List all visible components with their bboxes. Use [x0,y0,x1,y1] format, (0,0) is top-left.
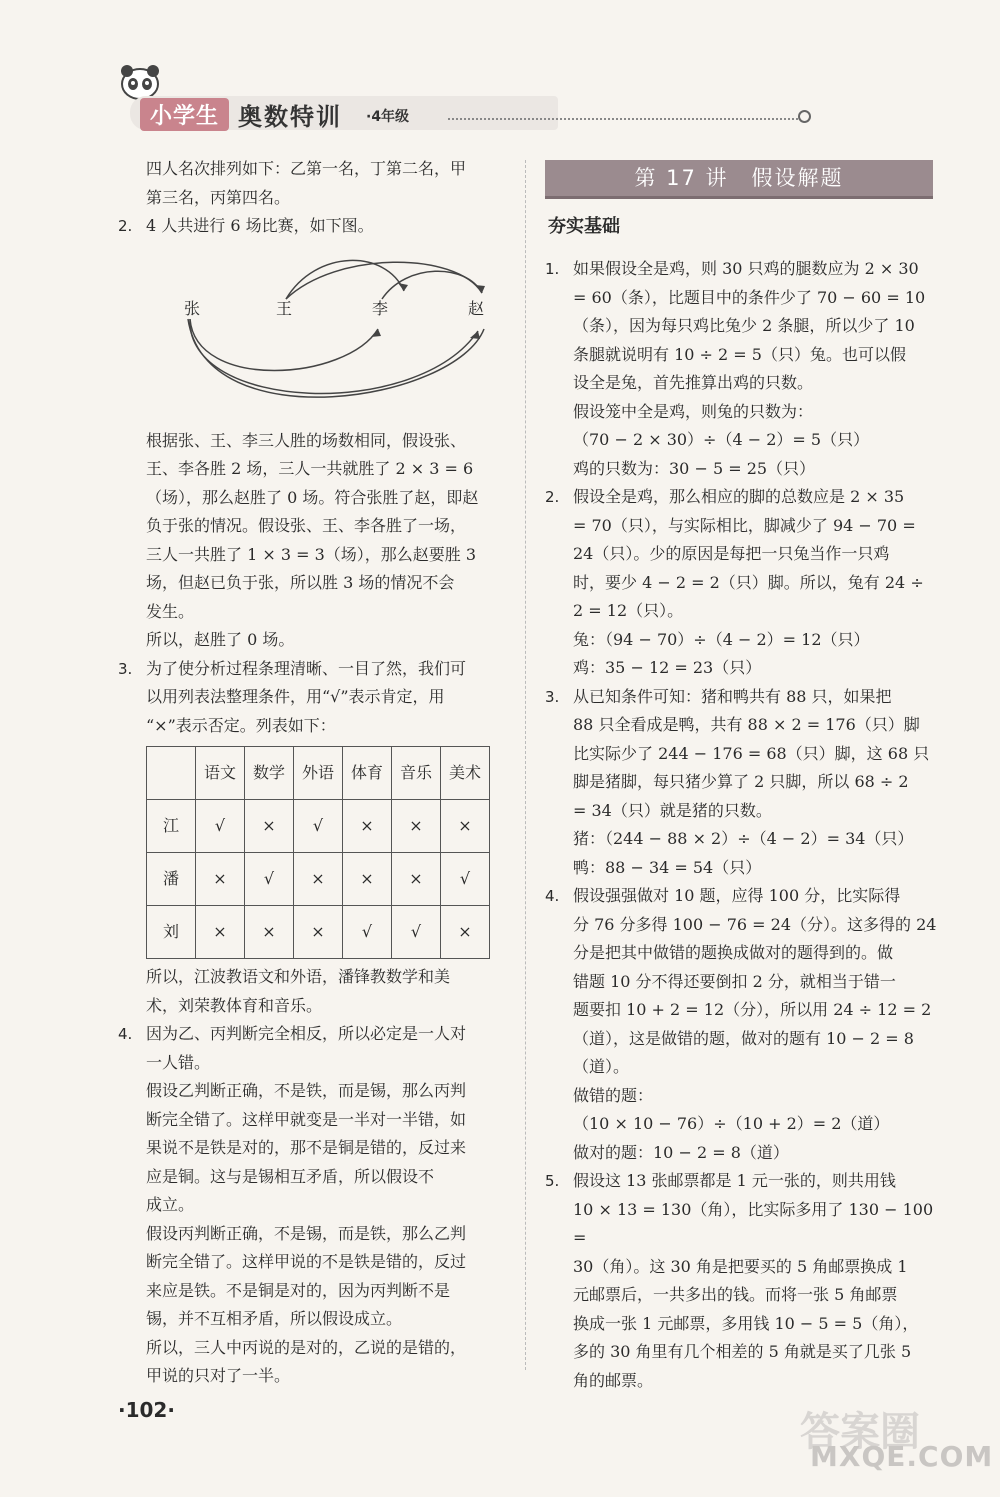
item-line: 元邮票后，一共多出的钱。而将一张 5 角邮票 [573,1285,898,1304]
table-header-row [147,747,490,800]
table-header-cell: 体育 [343,747,392,800]
item-line: 假设这 13 张邮票都是 1 元一张的，则共用钱 [573,1171,896,1190]
item-line: 断完全错了。这样甲说的不是铁是错的，反过 [146,1252,467,1271]
header-end-dot [798,110,811,123]
diagram-label-zhao: 赵 [468,298,485,318]
item-line: 假设丙判断正确，不是锡，而是铁，那么乙判 [146,1223,467,1243]
table-cell: 刘 [147,906,196,959]
item-line: 时，要少 4 − 2 = 2（只）脚。所以，兔有 24 ÷ [573,572,924,592]
item-line: （10 × 10 − 76）÷（10 + 2）= 2（道） [573,1114,890,1133]
table-cell: × [343,800,392,853]
item-line: （70 − 2 × 30）÷（4 − 2）= 5（只） [573,430,870,449]
item-line: 假设笼中全是鸡，则兔的只数为： [573,401,814,421]
page-number: ·102· [118,1398,175,1422]
table-cell: × [441,906,490,959]
table-cell: √ [343,906,392,959]
item-line: 角的邮票。 [573,1370,654,1390]
lecture-title-bar: 第 17 讲 假设解题 [545,160,933,199]
table-cell: 潘 [147,853,196,906]
item-line: 为了使分析过程条理清晰、一目了然，我们可 [146,658,467,678]
table-row [147,800,490,853]
item-line: 王、李各胜 2 场，三人一共就胜了 2 × 3 = 6 [146,459,474,478]
table-row [147,906,490,959]
match-diagram [166,241,510,427]
item-line: 88 只全看成是鸭，共有 88 × 2 = 176（只）脚 [573,715,920,734]
item-line: 所以，江波教语文和外语，潘锋教数学和美 [146,967,451,986]
item-line: 术，刘荣教体育和音乐。 [146,995,323,1015]
table-cell: × [294,906,343,959]
watermark-logo: 答案圈 [800,1409,920,1455]
item-line: 鸭：88 − 34 = 54（只） [573,857,762,877]
table-cell: × [196,906,245,959]
item-line: 根据张、王、李三人胜的场数相同，假设张、 [146,430,467,450]
diagram-label-li: 李 [372,298,389,318]
item-line: = 34（只）就是猪的只数。 [573,800,772,820]
item-line: 果说不是铁是对的，那不是铜是错的，反过来 [146,1138,467,1157]
table-cell: × [392,853,441,906]
item-line: 鸡的只数为：30 − 5 = 25（只） [573,458,816,478]
section-heading: 夯实基础 [548,216,620,237]
right-column [545,255,940,1395]
item-number: 4. [118,1025,133,1043]
table-cell: × [196,853,245,906]
answer-item-3 [118,655,510,741]
table-cell: × [392,800,441,853]
table-cell: × [294,853,343,906]
item-line: （道）。 [573,1057,630,1076]
item-line: = 60（条），比题目中的条件少了 70 − 60 = 10 [573,287,926,307]
item-line: 4 人共进行 6 场比赛，如下图。 [146,216,374,235]
item-number: 5. [545,1172,560,1190]
item-line: 从已知条件可知：猪和鸭共有 88 只，如果把 [573,686,892,706]
item-number: 2. [118,217,133,235]
table-cell: √ [441,853,490,906]
teacher-subject-table [146,746,490,959]
table-cell: √ [245,853,294,906]
item-number: 4. [545,887,560,905]
table-cell: √ [294,800,343,853]
match-arrows [166,241,496,427]
item-line: 负于张的情况。假设张、王、李各胜了一场， [146,516,467,535]
item-line: 甲说的只对了一半。 [146,1366,291,1385]
item-line: 来应是铁。不是铜是对的，因为丙判断不是 [146,1280,451,1300]
item-line: 假设全是鸡，那么相应的脚的总数应是 2 × 35 [573,487,905,506]
item-line: （场），那么赵胜了 0 场。符合张胜了赵，即赵 [146,487,479,507]
answer-item-r1 [545,255,940,483]
table-cell: × [343,853,392,906]
item-line: 因为乙、丙判断完全相反，所以必定是一人对 [146,1024,467,1043]
intro-line: 第三名，丙第四名。 [146,187,291,207]
diagram-label-zhang: 张 [184,298,201,318]
watermark-text: MXQE.COM [810,1440,994,1473]
item-number: 1. [545,260,560,278]
item-line: 三人一共胜了 1 × 3 = 3（场），那么赵要胜 3 [146,544,477,564]
item-number: 2. [545,488,560,506]
item-number: 3. [118,659,133,678]
item-line: 兔：（94 − 70）÷（4 − 2）= 12（只） [573,629,870,649]
item-line: 场，但赵已负于张，所以胜 3 场的情况不会 [146,573,455,592]
diagram-label-wang: 王 [276,298,293,318]
item-line: 24（只）。少的原因是每把一只兔当作一只鸡 [573,544,890,563]
item-line: 换成一张 1 元邮票，多用钱 10 − 5 = 5（角）， [573,1313,919,1333]
item-line: 应是铜。这与是锡相互矛盾，所以假设不 [146,1166,435,1186]
item-line: 假设乙判断正确，不是铁，而是锡，那么丙判 [146,1081,467,1100]
item-line: 设全是兔，首先推算出鸡的只数。 [573,373,814,392]
column-divider [525,160,526,1370]
item-line: 发生。 [146,601,195,621]
item-line: 锡，并不互相矛盾，所以假设成立。 [146,1309,403,1328]
table-row [147,853,490,906]
item-line: 做错的题： [573,1085,654,1105]
item-line: = 70（只），与实际相比，脚减少了 94 − 70 = [573,515,916,535]
header [118,62,818,132]
item-line: （道），这是做错的题，做对的题有 10 − 2 = 8 [573,1028,914,1048]
item-line: 如果假设全是鸡，则 30 只鸡的腿数应为 2 × 30 [573,259,919,278]
intro-line: 四人名次排列如下：乙第一名，丁第二名，甲 [146,159,467,178]
item-line: 所以，三人中丙说的是对的，乙说的是错的， [146,1337,467,1357]
item-line: 断完全错了。这样甲就变是一半对一半错，如 [146,1109,467,1129]
answer-item-3-conclusion [118,963,510,1020]
item-line: 假设强强做对 10 题，应得 100 分，比实际得 [573,886,901,905]
answer-item-r3 [545,683,940,883]
item-line: 多的 30 角里有几个相差的 5 角就是买了几张 5 [573,1342,912,1361]
item-line: 30（角）。这 30 角是把要买的 5 角邮票换成 1 [573,1256,908,1276]
item-number: 3. [545,687,560,706]
item-line: 错题 10 分不得还要倒扣 2 分，就相当于错一 [573,971,896,991]
table-header-cell: 外语 [294,747,343,800]
item-line: 猪：（244 − 88 × 2）÷（4 − 2）= 34（只） [573,829,914,848]
table-cell: √ [392,906,441,959]
answer-item-r5 [545,1167,940,1395]
table-header-cell [147,747,196,800]
table-cell: 江 [147,800,196,853]
answer-item-4 [118,1020,510,1391]
table-header-cell: 美术 [441,747,490,800]
table-header-cell: 语文 [196,747,245,800]
header-dotted-line [448,118,798,120]
answer-item-r4 [545,882,940,1167]
left-column [118,155,510,1391]
item-line: 分是把其中做错的题换成做对的题得到的。做 [573,943,894,962]
header-brand: 小学生 [140,98,229,131]
item-line: 比实际少了 244 − 176 = 68（只）脚，这 68 只 [573,743,930,763]
item-line: 鸡：35 − 12 = 23（只） [573,658,762,677]
item-line: 以用列表法整理条件，用“√”表示肯定，用 [146,687,445,706]
item-line: 2 = 12（只）。 [573,601,684,620]
item-line: 题要扣 10 + 2 = 12（分），所以用 24 ÷ 12 = 2 [573,1000,932,1019]
answer-item-2 [118,212,510,655]
header-title: 奥数特训 [238,103,342,131]
table-header-cell: 音乐 [392,747,441,800]
item-line: 成立。 [146,1195,195,1214]
item-line: 做对的题：10 − 2 = 8（道） [573,1142,789,1162]
item-line: （条），因为每只鸡比兔少 2 条腿，所以少了 10 [573,316,915,335]
answer-item-r2 [545,483,940,683]
table-cell: × [245,800,294,853]
table-cell: × [441,800,490,853]
table-cell: √ [196,800,245,853]
item-line: “×”表示否定。列表如下： [146,715,336,735]
header-grade: ·4年级 [366,109,410,125]
item-line: 分 76 分多得 100 − 76 = 24（分）。这多得的 24 [573,914,937,934]
item-line: 条腿就说明有 10 ÷ 2 = 5（只）兔。也可以假 [573,344,906,364]
item-line: 10 × 13 = 130（角），比实际多用了 130 − 100 = [573,1199,934,1247]
table-header-cell: 数学 [245,747,294,800]
item-line: 一人错。 [146,1052,211,1072]
item-line: 脚是猪脚，每只猪少算了 2 只脚，所以 68 ÷ 2 [573,772,909,791]
item-line: 所以，赵胜了 0 场。 [146,630,295,649]
table-cell: × [245,906,294,959]
